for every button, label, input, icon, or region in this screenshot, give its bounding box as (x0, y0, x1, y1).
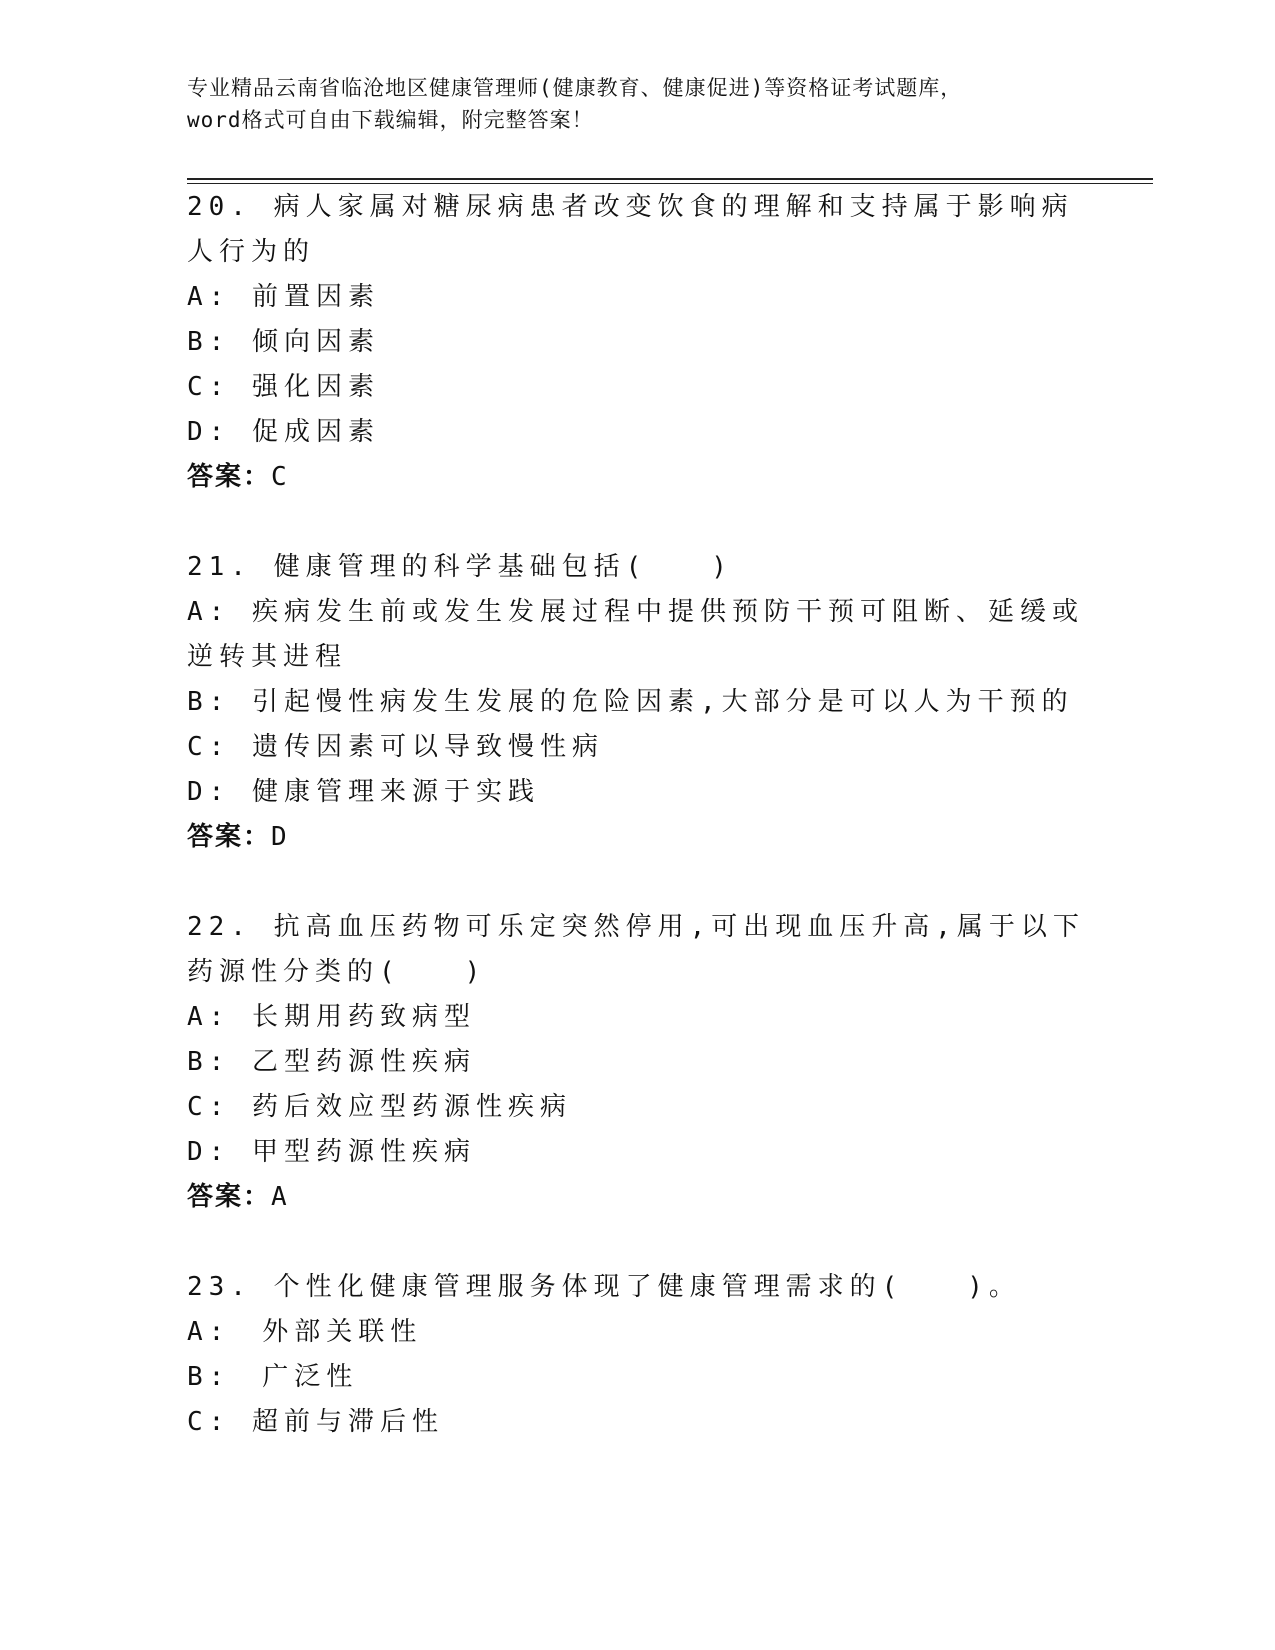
question-stem: 20. 病人家属对糖尿病患者改变饮食的理解和支持属于影响病人行为的 (187, 192, 1074, 267)
question-stem: 23. 个性化健康管理服务体现了健康管理需求的( )。 (187, 1272, 1021, 1302)
header-divider (187, 178, 1153, 180)
option-b: B: 广泛性 (187, 1362, 359, 1392)
answer-value: A (271, 1182, 289, 1212)
answer-label: 答案： (187, 462, 272, 492)
question-stem: 21. 健康管理的科学基础包括( ) (187, 552, 733, 582)
question-stem: 22. 抗高血压药物可乐定突然停用,可出现血压升高,属于以下药源性分类的( ) (187, 912, 1085, 987)
option-c: C: 遗传因素可以导致慢性病 (187, 732, 604, 762)
header-divider-thin (187, 183, 1153, 184)
option-d: D: 促成因素 (187, 417, 380, 447)
question-21 (187, 545, 1087, 860)
header-line-2: word格式可自由下载编辑，附完整答案！ (187, 108, 594, 132)
header-line-1: 专业精品云南省临沧地区健康管理师(健康教育、健康促进)等资格证考试题库， (187, 76, 963, 100)
option-a: A: 疾病发生前或发生发展过程中提供预防干预可阻断、延缓或逆转其进程 (187, 597, 1084, 672)
option-b: B: 乙型药源性疾病 (187, 1047, 476, 1077)
answer-value: D (271, 822, 289, 852)
option-d: D: 甲型药源性疾病 (187, 1137, 476, 1167)
question-22 (187, 905, 1087, 1220)
question-23 (187, 1265, 1087, 1445)
option-b: B: 倾向因素 (187, 327, 380, 357)
answer-value: C (271, 462, 289, 492)
option-b: B: 引起慢性病发生发展的危险因素,大部分是可以人为干预的 (187, 687, 1074, 717)
answer-line (187, 1175, 1087, 1220)
option-a: A: 前置因素 (187, 282, 380, 312)
option-c: C: 超前与滞后性 (187, 1407, 444, 1437)
answer-line (187, 455, 1087, 500)
answer-line (187, 815, 1087, 860)
answer-label: 答案： (187, 822, 272, 852)
option-a: A: 外部关联性 (187, 1317, 423, 1347)
answer-label: 答案： (187, 1182, 272, 1212)
option-a: A: 长期用药致病型 (187, 1002, 476, 1032)
document-header (187, 72, 1067, 136)
question-20 (187, 185, 1087, 500)
option-c: C: 药后效应型药源性疾病 (187, 1092, 572, 1122)
option-d: D: 健康管理来源于实践 (187, 777, 540, 807)
option-c: C: 强化因素 (187, 372, 380, 402)
